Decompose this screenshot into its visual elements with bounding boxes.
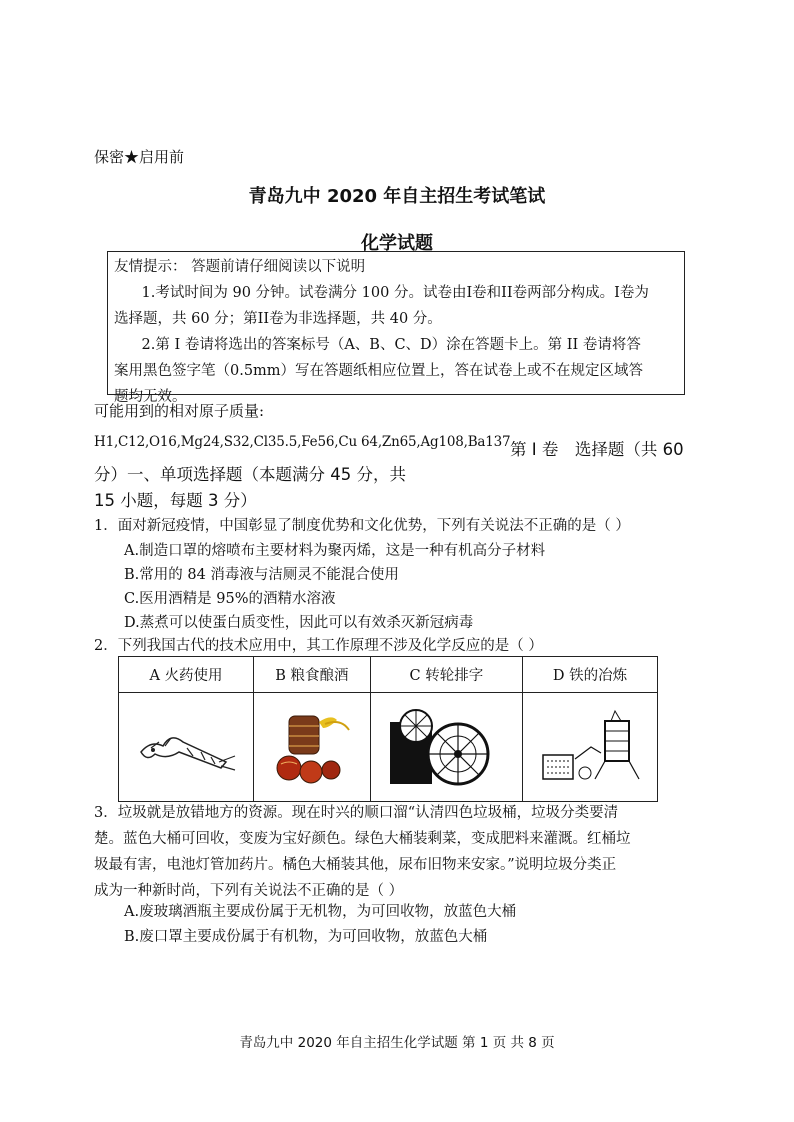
notice-box	[107, 251, 685, 405]
section-heading: 分）一、单项选择题（本题满分 45 分，共	[94, 465, 406, 484]
atomic-mass-values: H1,C12,O16,Mg24,S32,Cl35.5,Fe56,Cu 64,Zn65,Ag108,Ba137	[94, 434, 511, 450]
iron-smelting-image	[522, 693, 657, 802]
table-header-c: C 转轮排字	[370, 657, 522, 693]
table-header-a: A 火药使用	[119, 657, 254, 693]
notice-line: 题均无效。	[114, 389, 187, 405]
question-1-option-a: A.制造口罩的熔喷布主要材料为聚丙烯，这是一种有机高分子材料	[124, 543, 546, 559]
notice-line: 选择题，共 60 分；第II卷为非选择题，共 40 分。	[114, 311, 442, 327]
question-3	[94, 800, 694, 904]
movable-type-wheel-image	[370, 693, 522, 802]
table-header-d: D 铁的冶炼	[522, 657, 657, 693]
exam-subtitle: 化学试题	[361, 233, 433, 254]
question-3-option-a: A.废玻璃酒瓶主要成份属于无机物，为可回收物，放蓝色大桶	[124, 904, 517, 920]
exam-title: 青岛九中 2020 年自主招生考试笔试	[248, 186, 546, 207]
section-heading: 第 I 卷 选择题（共 60	[510, 440, 684, 459]
table-header-b: B 粮食酿酒	[254, 657, 371, 693]
question-1-option-d: D.蒸煮可以使蛋白质变性，因此可以有效杀灭新冠病毒	[124, 615, 474, 631]
question-3-line: 成为一种新时尚，下列有关说法不正确的是（ ）	[94, 883, 404, 899]
gunpowder-image	[119, 693, 254, 802]
question-3-line: 圾最有害，电池灯管加药片。橘色大桶装其他，尿布旧物来安家。”说明垃圾分类正	[94, 857, 617, 873]
question-1-option-c: C.医用酒精是 95%的酒精水溶液	[124, 591, 336, 607]
question-1-stem: 1．面对新冠疫情，中国彰显了制度优势和文化优势，下列有关说法不正确的是（ ）	[94, 518, 630, 534]
notice-line: 1.考试时间为 90 分钟。试卷满分 100 分。试卷由I卷和II卷两部分构成。I卷为	[141, 285, 649, 301]
question-1-option-b: B.常用的 84 消毒液与洁厕灵不能混合使用	[124, 567, 399, 583]
question-2-table	[118, 656, 658, 802]
question-2-stem: 2．下列我国古代的技术应用中，其工作原理不涉及化学反应的是（ ）	[94, 638, 543, 654]
notice-line: 案用黑色签字笔（0.5mm）写在答题纸相应位置上，答在试卷上或不在规定区域答	[114, 363, 644, 379]
notice-line: 2.第 I 卷请将选出的答案标号（A、B、C、D）涂在答题卡上。第 II 卷请将答	[141, 337, 641, 353]
atomic-mass-label: 可能用到的相对原子质量:	[94, 402, 265, 420]
wine-brewing-image	[254, 693, 371, 802]
page-footer: 青岛九中 2020 年自主招生化学试题 第 1 页 共 8 页	[239, 1035, 555, 1051]
question-3-line: 3．垃圾就是放错地方的资源。现在时兴的顺口溜“认清四色垃圾桶，垃圾分类要清	[94, 805, 619, 821]
section-heading: 15 小题，每题 3 分）	[94, 491, 257, 510]
question-3-line: 楚。蓝色大桶可回收，变废为宝好颜色。绿色大桶装剩菜，变成肥料来灌溉。红桶垃	[94, 831, 631, 847]
question-3-option-b: B.废口罩主要成份属于有机物，为可回收物，放蓝色大桶	[124, 929, 488, 945]
confidential-mark: 保密★启用前	[94, 148, 185, 166]
notice-line: 友情提示： 答题前请仔细阅读以下说明	[114, 259, 366, 275]
